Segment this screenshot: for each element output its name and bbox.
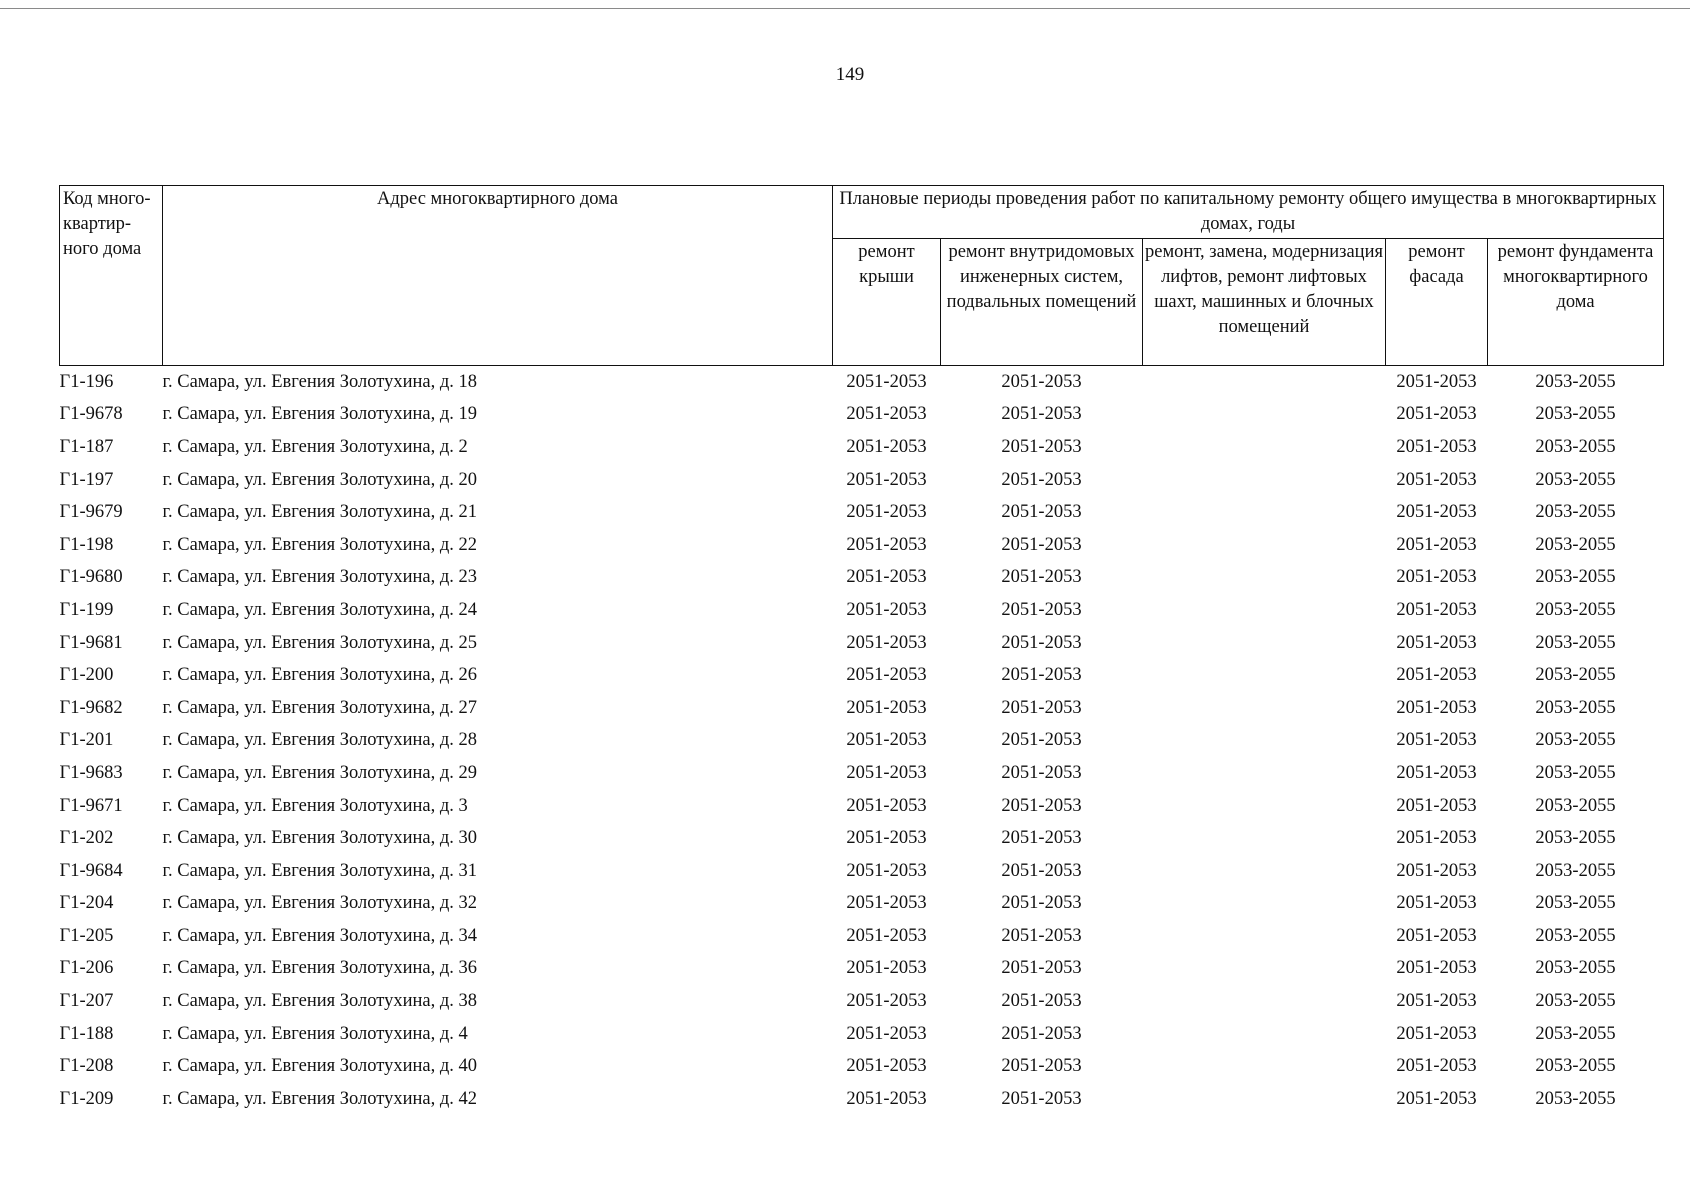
cell-systems: 2051-2053	[1001, 567, 1082, 588]
cell-elevators	[1143, 366, 1386, 399]
cell-elevators	[1143, 692, 1386, 725]
table-row	[60, 822, 1664, 855]
cell-code: Г1-200	[59, 665, 114, 686]
cell-roof: 2051-2053	[846, 599, 927, 620]
table-row	[60, 562, 1664, 595]
header-address: Адрес многоквартирного дома	[163, 186, 833, 366]
cell-roof: 2051-2053	[846, 893, 927, 914]
cell-roof: 2051-2053	[846, 958, 927, 979]
cell-elevators	[1143, 562, 1386, 595]
table-row	[60, 757, 1664, 790]
cell-systems: 2051-2053	[1001, 436, 1082, 457]
cell-systems: 2051-2053	[1001, 925, 1082, 946]
cell-code: Г1-209	[59, 1088, 114, 1109]
cell-foundation: 2053-2055	[1535, 925, 1616, 946]
cell-roof: 2051-2053	[846, 1056, 927, 1077]
cell-foundation: 2053-2055	[1535, 828, 1616, 849]
cell-address: г. Самара, ул. Евгения Золотухина, д. 20	[162, 469, 478, 490]
table-row	[60, 366, 1664, 399]
cell-code: Г1-202	[59, 828, 114, 849]
cell-foundation: 2053-2055	[1535, 371, 1616, 392]
cell-foundation: 2053-2055	[1535, 436, 1616, 457]
cell-facade: 2051-2053	[1396, 469, 1477, 490]
table-row	[60, 399, 1664, 432]
cell-elevators	[1143, 855, 1386, 888]
cell-code: Г1-187	[59, 436, 114, 457]
cell-facade: 2051-2053	[1396, 502, 1477, 523]
cell-facade: 2051-2053	[1396, 599, 1477, 620]
cell-roof: 2051-2053	[846, 632, 927, 653]
header-roof: ремонт крыши	[833, 239, 941, 366]
cell-code: Г1-196	[59, 371, 114, 392]
cell-address: г. Самара, ул. Евгения Золотухина, д. 2	[162, 436, 468, 457]
cell-foundation: 2053-2055	[1535, 1088, 1616, 1109]
cell-elevators	[1143, 1083, 1386, 1116]
cell-foundation: 2053-2055	[1535, 795, 1616, 816]
cell-systems: 2051-2053	[1001, 599, 1082, 620]
table-row	[60, 627, 1664, 660]
cell-foundation: 2053-2055	[1535, 893, 1616, 914]
cell-systems: 2051-2053	[1001, 697, 1082, 718]
cell-elevators	[1143, 790, 1386, 823]
cell-systems: 2051-2053	[1001, 1056, 1082, 1077]
cell-code: Г1-197	[59, 469, 114, 490]
cell-systems: 2051-2053	[1001, 958, 1082, 979]
table-row	[60, 464, 1664, 497]
header-row-top	[60, 186, 1664, 239]
cell-code: Г1-207	[59, 991, 114, 1012]
cell-systems: 2051-2053	[1001, 730, 1082, 751]
cell-code: Г1-9679	[59, 502, 123, 523]
cell-facade: 2051-2053	[1396, 665, 1477, 686]
cell-code: Г1-9678	[59, 404, 123, 425]
cell-roof: 2051-2053	[846, 371, 927, 392]
cell-address: г. Самара, ул. Евгения Золотухина, д. 27	[162, 697, 478, 718]
cell-systems: 2051-2053	[1001, 502, 1082, 523]
cell-address: г. Самара, ул. Евгения Золотухина, д. 30	[162, 828, 478, 849]
cell-systems: 2051-2053	[1001, 1023, 1082, 1044]
header-periods-group: Плановые периоды проведения работ по капитальному ремонту общего имущества в многоквартирных домах, годы	[833, 186, 1664, 239]
cell-elevators	[1143, 464, 1386, 497]
table-row	[60, 920, 1664, 953]
table-row	[60, 659, 1664, 692]
cell-foundation: 2053-2055	[1535, 599, 1616, 620]
cell-code: Г1-204	[59, 893, 114, 914]
cell-roof: 2051-2053	[846, 469, 927, 490]
cell-code: Г1-188	[59, 1023, 114, 1044]
cell-systems: 2051-2053	[1001, 665, 1082, 686]
table-row	[60, 594, 1664, 627]
cell-address: г. Самара, ул. Евгения Золотухина, д. 36	[162, 958, 478, 979]
cell-foundation: 2053-2055	[1535, 502, 1616, 523]
cell-foundation: 2053-2055	[1535, 730, 1616, 751]
cell-roof: 2051-2053	[846, 795, 927, 816]
table-row	[60, 725, 1664, 758]
cell-code: Г1-201	[59, 730, 114, 751]
cell-facade: 2051-2053	[1396, 534, 1477, 555]
cell-facade: 2051-2053	[1396, 567, 1477, 588]
table-row	[60, 1050, 1664, 1083]
cell-roof: 2051-2053	[846, 502, 927, 523]
table-row	[60, 1083, 1664, 1116]
cell-code: Г1-205	[59, 925, 114, 946]
cell-elevators	[1143, 888, 1386, 921]
cell-facade: 2051-2053	[1396, 436, 1477, 457]
cell-address: г. Самара, ул. Евгения Золотухина, д. 26	[162, 665, 478, 686]
cell-address: г. Самара, ул. Евгения Золотухина, д. 29	[162, 762, 478, 783]
cell-address: г. Самара, ул. Евгения Золотухина, д. 40	[162, 1056, 478, 1077]
cell-facade: 2051-2053	[1396, 893, 1477, 914]
cell-address: г. Самара, ул. Евгения Золотухина, д. 38	[162, 991, 478, 1012]
cell-roof: 2051-2053	[846, 404, 927, 425]
cell-elevators	[1143, 1018, 1386, 1051]
cell-code: Г1-9683	[59, 762, 123, 783]
cell-roof: 2051-2053	[846, 1023, 927, 1044]
cell-elevators	[1143, 920, 1386, 953]
cell-facade: 2051-2053	[1396, 762, 1477, 783]
cell-foundation: 2053-2055	[1535, 404, 1616, 425]
cell-facade: 2051-2053	[1396, 697, 1477, 718]
cell-systems: 2051-2053	[1001, 469, 1082, 490]
cell-roof: 2051-2053	[846, 665, 927, 686]
cell-address: г. Самара, ул. Евгения Золотухина, д. 32	[162, 893, 478, 914]
cell-code: Г1-9680	[59, 567, 123, 588]
cell-systems: 2051-2053	[1001, 893, 1082, 914]
cell-foundation: 2053-2055	[1535, 665, 1616, 686]
cell-facade: 2051-2053	[1396, 1088, 1477, 1109]
cell-facade: 2051-2053	[1396, 1056, 1477, 1077]
cell-facade: 2051-2053	[1396, 991, 1477, 1012]
cell-address: г. Самара, ул. Евгения Золотухина, д. 42	[162, 1088, 478, 1109]
cell-facade: 2051-2053	[1396, 795, 1477, 816]
cell-elevators	[1143, 529, 1386, 562]
cell-systems: 2051-2053	[1001, 795, 1082, 816]
page-number: 149	[835, 64, 865, 85]
cell-foundation: 2053-2055	[1535, 534, 1616, 555]
top-border-line	[0, 8, 1690, 9]
cell-elevators	[1143, 627, 1386, 660]
table-row	[60, 431, 1664, 464]
cell-address: г. Самара, ул. Евгения Золотухина, д. 21	[162, 502, 478, 523]
cell-systems: 2051-2053	[1001, 534, 1082, 555]
cell-systems: 2051-2053	[1001, 371, 1082, 392]
cell-roof: 2051-2053	[846, 697, 927, 718]
cell-foundation: 2053-2055	[1535, 860, 1616, 881]
cell-elevators	[1143, 725, 1386, 758]
table-row	[60, 529, 1664, 562]
cell-roof: 2051-2053	[846, 534, 927, 555]
cell-foundation: 2053-2055	[1535, 762, 1616, 783]
cell-elevators	[1143, 985, 1386, 1018]
cell-code: Г1-9684	[59, 860, 123, 881]
cell-roof: 2051-2053	[846, 730, 927, 751]
table-row	[60, 985, 1664, 1018]
cell-foundation: 2053-2055	[1535, 1023, 1616, 1044]
cell-address: г. Самара, ул. Евгения Золотухина, д. 31	[162, 860, 478, 881]
cell-address: г. Самара, ул. Евгения Золотухина, д. 4	[162, 1023, 468, 1044]
cell-roof: 2051-2053	[846, 1088, 927, 1109]
cell-elevators	[1143, 431, 1386, 464]
cell-address: г. Самара, ул. Евгения Золотухина, д. 3	[162, 795, 468, 816]
cell-code: Г1-206	[59, 958, 114, 979]
cell-facade: 2051-2053	[1396, 404, 1477, 425]
cell-elevators	[1143, 399, 1386, 432]
cell-foundation: 2053-2055	[1535, 1056, 1616, 1077]
cell-facade: 2051-2053	[1396, 371, 1477, 392]
cell-facade: 2051-2053	[1396, 860, 1477, 881]
cell-facade: 2051-2053	[1396, 730, 1477, 751]
cell-address: г. Самара, ул. Евгения Золотухина, д. 28	[162, 730, 478, 751]
capital-repair-table	[59, 185, 1664, 1116]
cell-code: Г1-208	[59, 1056, 114, 1077]
cell-roof: 2051-2053	[846, 828, 927, 849]
cell-address: г. Самара, ул. Евгения Золотухина, д. 24	[162, 599, 478, 620]
cell-foundation: 2053-2055	[1535, 567, 1616, 588]
cell-systems: 2051-2053	[1001, 860, 1082, 881]
cell-systems: 2051-2053	[1001, 1088, 1082, 1109]
cell-code: Г1-9671	[59, 795, 123, 816]
cell-facade: 2051-2053	[1396, 958, 1477, 979]
cell-code: Г1-9682	[59, 697, 123, 718]
cell-systems: 2051-2053	[1001, 404, 1082, 425]
cell-address: г. Самара, ул. Евгения Золотухина, д. 34	[162, 925, 478, 946]
cell-facade: 2051-2053	[1396, 828, 1477, 849]
cell-facade: 2051-2053	[1396, 925, 1477, 946]
cell-address: г. Самара, ул. Евгения Золотухина, д. 19	[162, 404, 478, 425]
cell-elevators	[1143, 496, 1386, 529]
cell-foundation: 2053-2055	[1535, 632, 1616, 653]
cell-roof: 2051-2053	[846, 567, 927, 588]
cell-elevators	[1143, 1050, 1386, 1083]
cell-roof: 2051-2053	[846, 436, 927, 457]
header-code: Код много-квартир-ного дома	[60, 186, 163, 366]
header-elevators: ремонт, замена, модернизация лифтов, ремонт лифтовых шахт, машинных и блочных помещений	[1143, 239, 1386, 366]
cell-address: г. Самара, ул. Евгения Золотухина, д. 22	[162, 534, 478, 555]
cell-elevators	[1143, 594, 1386, 627]
cell-systems: 2051-2053	[1001, 991, 1082, 1012]
table-row	[60, 888, 1664, 921]
table-row	[60, 790, 1664, 823]
cell-code: Г1-198	[59, 534, 114, 555]
cell-systems: 2051-2053	[1001, 828, 1082, 849]
cell-code: Г1-199	[59, 599, 114, 620]
table-row	[60, 855, 1664, 888]
cell-foundation: 2053-2055	[1535, 991, 1616, 1012]
cell-facade: 2051-2053	[1396, 632, 1477, 653]
cell-elevators	[1143, 822, 1386, 855]
header-foundation: ремонт фундамента многоквартирного дома	[1488, 239, 1664, 366]
table-row	[60, 496, 1664, 529]
cell-foundation: 2053-2055	[1535, 958, 1616, 979]
cell-systems: 2051-2053	[1001, 762, 1082, 783]
cell-address: г. Самара, ул. Евгения Золотухина, д. 23	[162, 567, 478, 588]
cell-roof: 2051-2053	[846, 860, 927, 881]
header-facade: ремонт фасада	[1386, 239, 1488, 366]
table-row	[60, 692, 1664, 725]
table-row	[60, 1018, 1664, 1051]
header-systems: ремонт внутридомовых инженерных систем, подвальных помещений	[941, 239, 1143, 366]
cell-elevators	[1143, 659, 1386, 692]
cell-foundation: 2053-2055	[1535, 697, 1616, 718]
cell-roof: 2051-2053	[846, 762, 927, 783]
cell-code: Г1-9681	[59, 632, 123, 653]
cell-roof: 2051-2053	[846, 991, 927, 1012]
table-body	[60, 366, 1664, 1116]
cell-facade: 2051-2053	[1396, 1023, 1477, 1044]
cell-address: г. Самара, ул. Евгения Золотухина, д. 18	[162, 371, 478, 392]
cell-foundation: 2053-2055	[1535, 469, 1616, 490]
cell-elevators	[1143, 757, 1386, 790]
table-row	[60, 953, 1664, 986]
cell-elevators	[1143, 953, 1386, 986]
cell-roof: 2051-2053	[846, 925, 927, 946]
cell-address: г. Самара, ул. Евгения Золотухина, д. 25	[162, 632, 478, 653]
cell-systems: 2051-2053	[1001, 632, 1082, 653]
